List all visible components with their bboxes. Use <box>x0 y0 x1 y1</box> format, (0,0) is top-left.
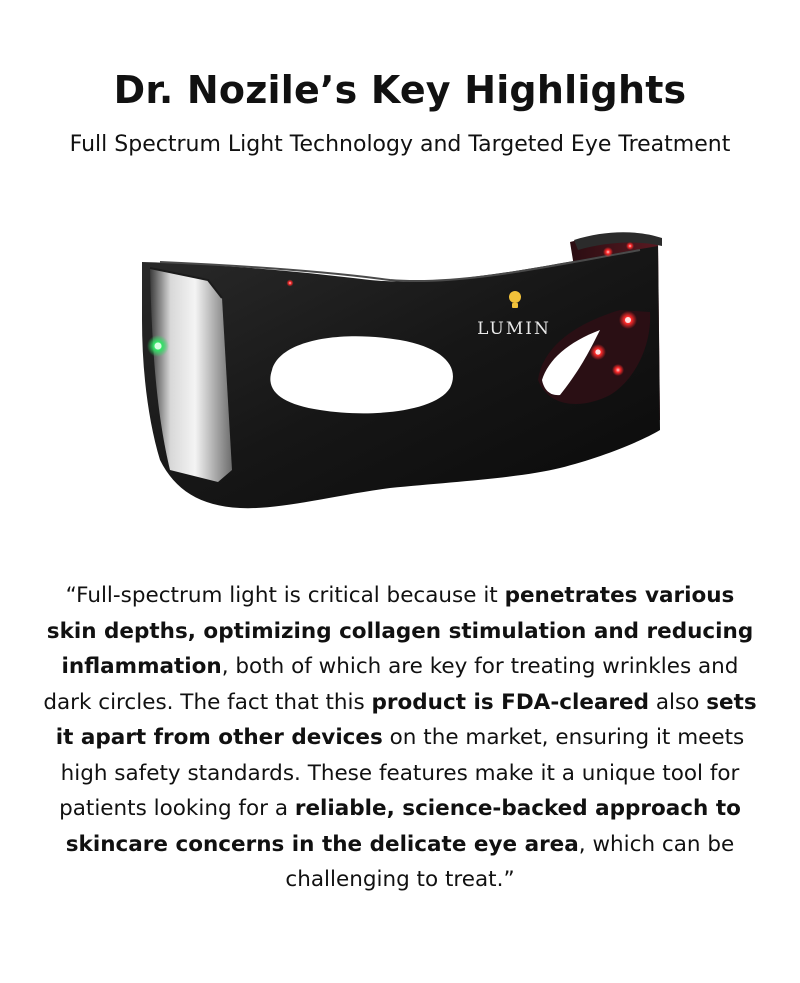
quote-highlight-4: reliable, science-backed approach to skincare concerns in the delicate eye area <box>65 796 741 857</box>
brand-logo: LUMIN <box>477 319 551 339</box>
quote-highlight-1: penetrates various skin depths, optimizing collagen stimulation and reducing inflammation <box>46 583 754 679</box>
quote-highlight-3: sets it apart from other devices <box>55 689 757 750</box>
quote-highlight-2: product is FDA-cleared <box>371 689 650 715</box>
quote-text-2: , both of which are key for treating wrinkles and dark circles. The fact that this <box>43 654 739 715</box>
page-subtitle: Full Spectrum Light Technology and Targeted Eye Treatment <box>69 132 731 157</box>
eye-mask-device-icon <box>130 220 670 530</box>
quote-text-3: also <box>649 689 707 715</box>
quote-text-1: “Full-spectrum light is critical because it <box>65 583 505 608</box>
expert-quote <box>40 578 760 898</box>
product-image <box>130 220 670 530</box>
quote-text-5: , which can be challenging to treat.” <box>285 831 735 892</box>
page-title: Dr. Nozile’s Key Highlights <box>113 68 687 112</box>
quote-text-4: on the market, ensuring it meets high safety standards. These features make it a unique tool for patients looking for a <box>59 725 745 821</box>
